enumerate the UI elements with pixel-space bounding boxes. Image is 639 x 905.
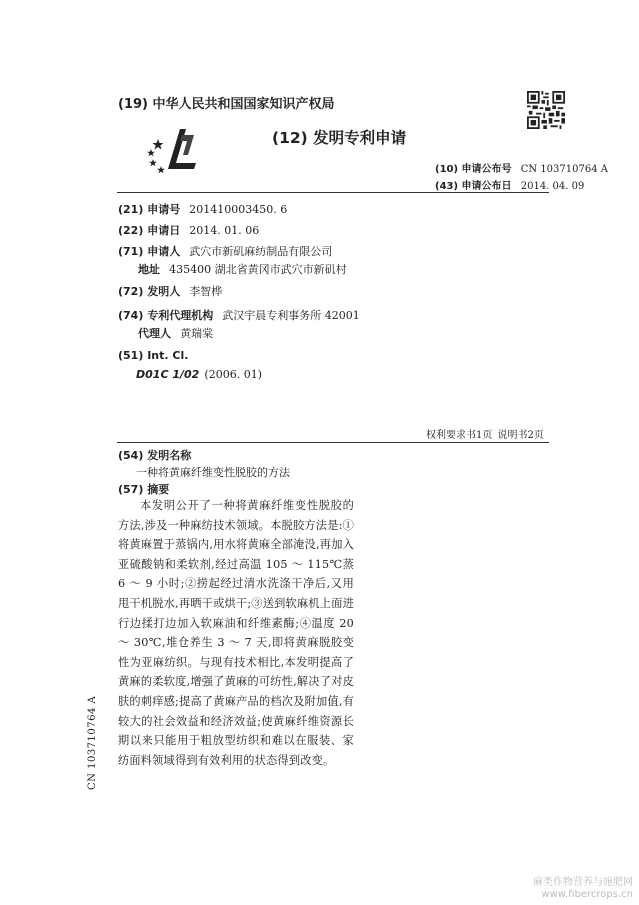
inventor-label: (72) 发明人 — [118, 285, 181, 298]
abstract-label: (57) 摘要 — [118, 483, 170, 496]
address-row — [138, 258, 347, 277]
agency-row — [118, 304, 360, 323]
side-publication-number: CN 103710764 A — [87, 695, 98, 790]
publication-number-label: (10) 申请公布号 — [435, 164, 512, 175]
abstract-text: 本发明公开了一种将黄麻纤维变性脱胶的方法,涉及一种麻纺技术领域。本脱胶方法是:①将黄麻置于蒸锅内,用水将黄麻全部淹没,再加入亚硫酸钠和柔软剂,经过高温 105 ～ 115℃蒸 6 ～ 9 小时;②捞起经过清水洗涤干净后,又用甩干机脱水,再晒干或烘干;③送到软麻机上面进行边揉打边加入软麻油和纤维素酶;④温度 20 ～ 30℃,堆仓养生 3 ～ 7 天,即将黄麻脱胶变性为亚麻纺织。与现有技术相比,本发明提高了黄麻的柔软度,增强了黄麻的可纺性,解决了对皮肤的刺痒感;提高了黄麻产品的档次及附加值,有较大的社会效益和经济效益;使黄麻纤维资源长期以来只能用于粗放型纺织和难以在服装、家纺面料领域得到有效利用的状态得到改变。 — [118, 499, 354, 767]
watermark-line1: 麻类作物营养与施肥网 — [533, 877, 633, 888]
publication-number: CN 103710764 A — [520, 164, 608, 175]
inventor-row — [118, 280, 222, 299]
applicant-row — [118, 240, 332, 259]
address-label: 地址 — [138, 263, 160, 276]
application-date: 2014. 01. 06 — [189, 224, 260, 237]
publication-date: 2014. 04. 09 — [520, 181, 585, 192]
qr-code-icon — [527, 91, 565, 129]
application-number: 201410003450. 6 — [189, 203, 288, 216]
intcl-code-row — [136, 363, 262, 382]
address: 435400 湖北省黄冈市武穴市新矶村 — [169, 263, 347, 276]
pages-note: 权利要求书1页 说明书2页 — [426, 430, 544, 441]
agent-row — [138, 322, 213, 341]
application-date-row — [118, 219, 259, 238]
invention-title: 一种将黄麻纤维变性脱胶的方法 — [136, 466, 290, 479]
application-number-row — [118, 198, 287, 217]
agent: 黄瑞棠 — [180, 327, 214, 340]
applicant: 武穴市新矶麻纺制品有限公司 — [189, 245, 333, 258]
agency: 武汉宇晨专利事务所 42001 — [222, 309, 360, 322]
header-divider — [117, 192, 549, 193]
intcl-row — [118, 344, 188, 363]
applicant-label: (71) 申请人 — [118, 245, 181, 258]
agent-label: 代理人 — [138, 327, 171, 340]
pages-divider — [117, 442, 549, 443]
publication-date-label: (43) 申请公布日 — [435, 181, 512, 192]
cnipa-emblem-icon — [146, 125, 200, 175]
inventor: 李智桦 — [189, 285, 223, 298]
intcl-year: (2006. 01) — [204, 368, 262, 381]
application-date-label: (22) 申请日 — [118, 224, 181, 237]
document-type: (12) 发明专利申请 — [272, 129, 407, 147]
watermark — [533, 877, 633, 901]
publication-date-row — [435, 177, 584, 192]
watermark-line2: www.fibercrops.cn — [541, 889, 633, 900]
office-title: (19) 中华人民共和国国家知识产权局 — [118, 97, 335, 112]
title-label: (54) 发明名称 — [118, 449, 192, 462]
publication-number-row — [435, 160, 608, 175]
application-number-label: (21) 申请号 — [118, 203, 181, 216]
agency-label: (74) 专利代理机构 — [118, 309, 214, 322]
intcl-code: D01C 1/02 — [136, 368, 200, 381]
intcl-label: (51) Int. Cl. — [118, 349, 189, 362]
